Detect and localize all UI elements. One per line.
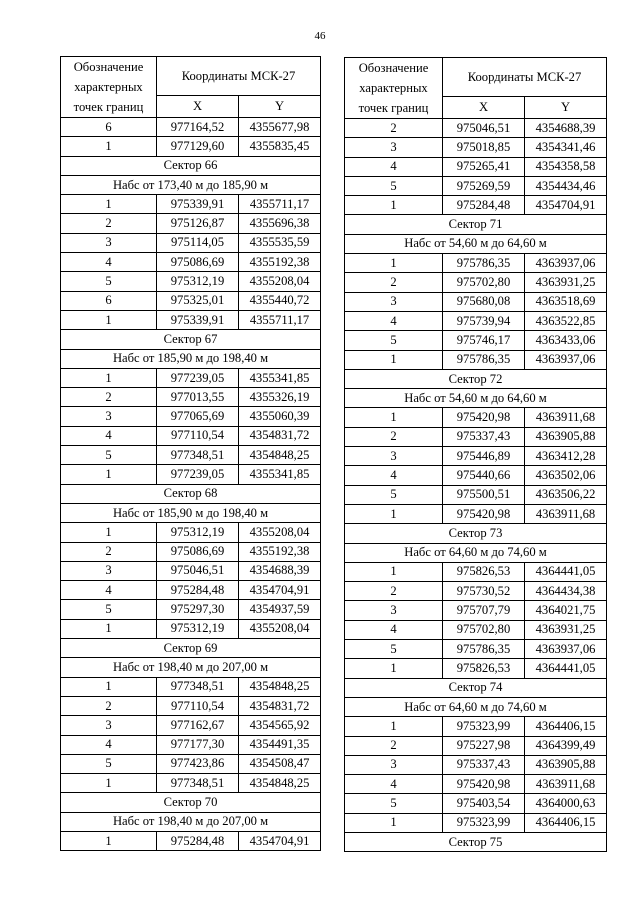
table-row bbox=[345, 273, 607, 292]
table-row bbox=[61, 600, 321, 619]
x-coordinate-cell: 975339,91 bbox=[157, 195, 239, 214]
y-coordinate-cell: 4354937,59 bbox=[239, 600, 321, 619]
point-number-cell: 4 bbox=[61, 426, 157, 445]
table-row bbox=[345, 119, 607, 138]
section-title: Нaбс от 173,40 м до 185,90 м bbox=[61, 175, 321, 194]
point-number-cell: 3 bbox=[345, 447, 443, 466]
table-row bbox=[61, 118, 321, 137]
table-row bbox=[61, 310, 321, 329]
point-number-cell: 4 bbox=[345, 157, 443, 176]
x-coordinate-cell: 975730,52 bbox=[443, 582, 525, 601]
point-number-cell: 2 bbox=[345, 273, 443, 292]
point-number-cell: 4 bbox=[345, 620, 443, 639]
point-number-cell: 4 bbox=[61, 735, 157, 754]
table-row bbox=[345, 350, 607, 369]
y-coordinate-cell: 4363522,85 bbox=[525, 311, 607, 330]
x-coordinate-cell: 977110,54 bbox=[157, 426, 239, 445]
point-label-header: Обозначение характерных точек границ bbox=[345, 58, 443, 119]
section-title: Сектор 71 bbox=[345, 215, 607, 234]
section-title-row bbox=[345, 832, 607, 851]
y-coordinate-cell: 4363905,88 bbox=[525, 427, 607, 446]
section-title-row bbox=[61, 156, 321, 175]
y-coordinate-cell: 4355208,04 bbox=[239, 619, 321, 638]
x-coordinate-cell: 975707,79 bbox=[443, 601, 525, 620]
coords-header: Координаты МСК-27 bbox=[157, 57, 321, 96]
section-title: Сектор 74 bbox=[345, 678, 607, 697]
table-row bbox=[61, 291, 321, 310]
y-coordinate-cell: 4355208,04 bbox=[239, 523, 321, 542]
point-number-cell: 5 bbox=[61, 272, 157, 291]
table-row bbox=[61, 677, 321, 696]
table-row bbox=[345, 311, 607, 330]
table-row bbox=[61, 774, 321, 793]
y-coordinate-cell: 4355208,04 bbox=[239, 272, 321, 291]
coords-header: Координаты МСК-27 bbox=[443, 58, 607, 97]
y-coordinate-cell: 4355440,72 bbox=[239, 291, 321, 310]
section-title: Сектор 66 bbox=[61, 156, 321, 175]
coordinates-table-right bbox=[344, 57, 607, 852]
y-coordinate-cell: 4364399,49 bbox=[525, 736, 607, 755]
y-coordinate-cell: 4355060,39 bbox=[239, 407, 321, 426]
y-coordinate-cell: 4354491,35 bbox=[239, 735, 321, 754]
x-coordinate-cell: 975440,66 bbox=[443, 466, 525, 485]
x-coordinate-cell: 975114,05 bbox=[157, 233, 239, 252]
table-row bbox=[345, 582, 607, 601]
point-number-cell: 3 bbox=[61, 716, 157, 735]
coordinates-table-left bbox=[60, 56, 321, 851]
section-title-row bbox=[61, 484, 321, 503]
table-row bbox=[61, 619, 321, 638]
x-coordinate-cell: 977348,51 bbox=[157, 774, 239, 793]
section-title: Нaбс от 64,60 м до 74,60 м bbox=[345, 543, 607, 562]
y-coordinate-cell: 4354434,46 bbox=[525, 176, 607, 195]
table-row bbox=[61, 735, 321, 754]
x-coordinate-cell: 975500,51 bbox=[443, 485, 525, 504]
y-coordinate-cell: 4355696,38 bbox=[239, 214, 321, 233]
table-row bbox=[345, 794, 607, 813]
x-coordinate-cell: 977239,05 bbox=[157, 368, 239, 387]
table-row bbox=[61, 561, 321, 580]
page-number: 46 bbox=[314, 30, 326, 42]
x-coordinate-cell: 975746,17 bbox=[443, 331, 525, 350]
table-row bbox=[61, 446, 321, 465]
x-coordinate-cell: 975680,08 bbox=[443, 292, 525, 311]
x-coordinate-cell: 975284,48 bbox=[443, 196, 525, 215]
section-title-row bbox=[61, 793, 321, 812]
y-coordinate-cell: 4364441,05 bbox=[525, 659, 607, 678]
section-title-row bbox=[345, 678, 607, 697]
x-coordinate-cell: 975403,54 bbox=[443, 794, 525, 813]
x-header: X bbox=[443, 96, 525, 118]
x-coordinate-cell: 975786,35 bbox=[443, 640, 525, 659]
x-coordinate-cell: 975339,91 bbox=[157, 310, 239, 329]
y-coordinate-cell: 4354358,58 bbox=[525, 157, 607, 176]
table-header bbox=[345, 58, 607, 119]
y-coordinate-cell: 4363937,06 bbox=[525, 254, 607, 273]
point-number-cell: 5 bbox=[61, 446, 157, 465]
point-number-cell: 3 bbox=[345, 292, 443, 311]
point-number-cell: 1 bbox=[61, 310, 157, 329]
y-coordinate-cell: 4364434,38 bbox=[525, 582, 607, 601]
y-coordinate-cell: 4354341,46 bbox=[525, 138, 607, 157]
y-coordinate-cell: 4355677,98 bbox=[239, 118, 321, 137]
x-coordinate-cell: 975323,99 bbox=[443, 813, 525, 832]
point-number-cell: 4 bbox=[61, 581, 157, 600]
table-row bbox=[61, 716, 321, 735]
section-title-row bbox=[61, 658, 321, 677]
point-number-cell: 4 bbox=[345, 311, 443, 330]
x-coordinate-cell: 975420,98 bbox=[443, 408, 525, 427]
section-title: Сектор 68 bbox=[61, 484, 321, 503]
table-row bbox=[345, 254, 607, 273]
section-title-row bbox=[345, 389, 607, 408]
point-number-cell: 1 bbox=[345, 350, 443, 369]
point-number-cell: 3 bbox=[61, 233, 157, 252]
point-number-cell: 5 bbox=[345, 640, 443, 659]
x-coordinate-cell: 975420,98 bbox=[443, 504, 525, 523]
point-number-cell: 6 bbox=[61, 291, 157, 310]
y-coordinate-cell: 4355341,85 bbox=[239, 368, 321, 387]
point-number-cell: 4 bbox=[345, 466, 443, 485]
point-number-cell: 3 bbox=[61, 561, 157, 580]
section-title: Сектор 67 bbox=[61, 330, 321, 349]
table-row bbox=[61, 368, 321, 387]
table-row bbox=[345, 447, 607, 466]
section-title-row bbox=[345, 697, 607, 716]
point-number-cell: 1 bbox=[61, 523, 157, 542]
point-label-header: Обозначение характерных точек границ bbox=[61, 57, 157, 118]
x-coordinate-cell: 977013,55 bbox=[157, 388, 239, 407]
x-coordinate-cell: 975786,35 bbox=[443, 254, 525, 273]
section-title: Нaбс от 54,60 м до 64,60 м bbox=[345, 389, 607, 408]
x-coordinate-cell: 975420,98 bbox=[443, 775, 525, 794]
x-coordinate-cell: 977239,05 bbox=[157, 465, 239, 484]
table-row bbox=[345, 813, 607, 832]
x-coordinate-cell: 975702,80 bbox=[443, 273, 525, 292]
y-coordinate-cell: 4354704,91 bbox=[239, 831, 321, 850]
x-coordinate-cell: 975702,80 bbox=[443, 620, 525, 639]
section-title: Сектор 75 bbox=[345, 832, 607, 851]
y-coordinate-cell: 4363905,88 bbox=[525, 755, 607, 774]
y-header: Y bbox=[525, 96, 607, 118]
y-coordinate-cell: 4364406,15 bbox=[525, 717, 607, 736]
y-coordinate-cell: 4354848,25 bbox=[239, 677, 321, 696]
table-row bbox=[61, 831, 321, 850]
section-title-row bbox=[61, 330, 321, 349]
point-number-cell: 4 bbox=[61, 253, 157, 272]
table-row bbox=[61, 233, 321, 252]
point-number-cell: 5 bbox=[345, 331, 443, 350]
point-number-cell: 5 bbox=[61, 600, 157, 619]
y-coordinate-cell: 4354831,72 bbox=[239, 426, 321, 445]
table-row bbox=[61, 426, 321, 445]
section-title-row bbox=[345, 524, 607, 543]
x-coordinate-cell: 975284,48 bbox=[157, 831, 239, 850]
y-coordinate-cell: 4363931,25 bbox=[525, 273, 607, 292]
y-coordinate-cell: 4363502,06 bbox=[525, 466, 607, 485]
point-number-cell: 2 bbox=[345, 119, 443, 138]
y-coordinate-cell: 4354848,25 bbox=[239, 446, 321, 465]
y-coordinate-cell: 4354704,91 bbox=[525, 196, 607, 215]
y-coordinate-cell: 4363937,06 bbox=[525, 640, 607, 659]
point-number-cell: 3 bbox=[345, 755, 443, 774]
y-coordinate-cell: 4354704,91 bbox=[239, 581, 321, 600]
table-row bbox=[61, 137, 321, 156]
y-coordinate-cell: 4355192,38 bbox=[239, 253, 321, 272]
section-title: Нaбс от 64,60 м до 74,60 м bbox=[345, 697, 607, 716]
point-number-cell: 3 bbox=[61, 407, 157, 426]
table-row bbox=[61, 523, 321, 542]
y-coordinate-cell: 4355341,85 bbox=[239, 465, 321, 484]
x-coordinate-cell: 977348,51 bbox=[157, 446, 239, 465]
table-row bbox=[345, 292, 607, 311]
x-coordinate-cell: 975337,43 bbox=[443, 427, 525, 446]
point-number-cell: 1 bbox=[345, 504, 443, 523]
point-number-cell: 1 bbox=[345, 562, 443, 581]
table-row bbox=[345, 408, 607, 427]
x-coordinate-cell: 975046,51 bbox=[443, 119, 525, 138]
x-coordinate-cell: 975086,69 bbox=[157, 253, 239, 272]
point-number-cell: 1 bbox=[345, 717, 443, 736]
table-row bbox=[61, 407, 321, 426]
y-coordinate-cell: 4355192,38 bbox=[239, 542, 321, 561]
point-number-cell: 5 bbox=[345, 176, 443, 195]
section-title: Нaбс от 185,90 м до 198,40 м bbox=[61, 503, 321, 522]
x-coordinate-cell: 975312,19 bbox=[157, 272, 239, 291]
y-coordinate-cell: 4354565,92 bbox=[239, 716, 321, 735]
x-coordinate-cell: 977065,69 bbox=[157, 407, 239, 426]
point-number-cell: 1 bbox=[61, 195, 157, 214]
x-coordinate-cell: 975826,53 bbox=[443, 562, 525, 581]
point-number-cell: 3 bbox=[345, 138, 443, 157]
table-row bbox=[61, 581, 321, 600]
table-row bbox=[61, 465, 321, 484]
point-number-cell: 1 bbox=[61, 368, 157, 387]
x-coordinate-cell: 977162,67 bbox=[157, 716, 239, 735]
table-row bbox=[61, 542, 321, 561]
point-number-cell: 6 bbox=[61, 118, 157, 137]
table-row bbox=[345, 466, 607, 485]
y-coordinate-cell: 4364441,05 bbox=[525, 562, 607, 581]
point-number-cell: 2 bbox=[61, 542, 157, 561]
x-coordinate-cell: 975126,87 bbox=[157, 214, 239, 233]
section-title-row bbox=[345, 369, 607, 388]
x-coordinate-cell: 975018,85 bbox=[443, 138, 525, 157]
point-number-cell: 5 bbox=[345, 485, 443, 504]
y-coordinate-cell: 4354831,72 bbox=[239, 696, 321, 715]
point-number-cell: 1 bbox=[345, 196, 443, 215]
section-title-row bbox=[345, 215, 607, 234]
point-number-cell: 2 bbox=[61, 388, 157, 407]
y-coordinate-cell: 4355711,17 bbox=[239, 310, 321, 329]
y-coordinate-cell: 4363937,06 bbox=[525, 350, 607, 369]
section-title: Сектор 70 bbox=[61, 793, 321, 812]
point-number-cell: 1 bbox=[61, 619, 157, 638]
table-row bbox=[345, 562, 607, 581]
x-coordinate-cell: 975284,48 bbox=[157, 581, 239, 600]
x-coordinate-cell: 975446,89 bbox=[443, 447, 525, 466]
x-coordinate-cell: 977177,30 bbox=[157, 735, 239, 754]
table-row bbox=[345, 620, 607, 639]
table-row bbox=[345, 640, 607, 659]
y-coordinate-cell: 4355535,59 bbox=[239, 233, 321, 252]
point-number-cell: 1 bbox=[345, 659, 443, 678]
point-number-cell: 1 bbox=[345, 254, 443, 273]
y-coordinate-cell: 4354688,39 bbox=[239, 561, 321, 580]
x-coordinate-cell: 975227,98 bbox=[443, 736, 525, 755]
y-coordinate-cell: 4364000,63 bbox=[525, 794, 607, 813]
y-coordinate-cell: 4363911,68 bbox=[525, 504, 607, 523]
y-coordinate-cell: 4364021,75 bbox=[525, 601, 607, 620]
table-row bbox=[61, 696, 321, 715]
section-title: Нaбс от 185,90 м до 198,40 м bbox=[61, 349, 321, 368]
y-coordinate-cell: 4354848,25 bbox=[239, 774, 321, 793]
section-title: Нaбс от 198,40 м до 207,00 м bbox=[61, 658, 321, 677]
point-number-cell: 1 bbox=[61, 465, 157, 484]
y-coordinate-cell: 4363911,68 bbox=[525, 408, 607, 427]
table-row bbox=[345, 659, 607, 678]
section-title: Нaбс от 54,60 м до 64,60 м bbox=[345, 234, 607, 253]
x-coordinate-cell: 975786,35 bbox=[443, 350, 525, 369]
table-row bbox=[345, 601, 607, 620]
table-row bbox=[61, 388, 321, 407]
x-coordinate-cell: 975086,69 bbox=[157, 542, 239, 561]
y-header: Y bbox=[239, 95, 321, 117]
section-title: Нaбс от 198,40 м до 207,00 м bbox=[61, 812, 321, 831]
table-row bbox=[345, 176, 607, 195]
x-header: X bbox=[157, 95, 239, 117]
y-coordinate-cell: 4363931,25 bbox=[525, 620, 607, 639]
x-coordinate-cell: 975046,51 bbox=[157, 561, 239, 580]
x-coordinate-cell: 975265,41 bbox=[443, 157, 525, 176]
table-row bbox=[61, 195, 321, 214]
section-title-row bbox=[61, 349, 321, 368]
table-row bbox=[61, 253, 321, 272]
section-title-row bbox=[345, 234, 607, 253]
point-number-cell: 5 bbox=[61, 754, 157, 773]
x-coordinate-cell: 975297,30 bbox=[157, 600, 239, 619]
point-number-cell: 2 bbox=[61, 214, 157, 233]
y-coordinate-cell: 4355326,19 bbox=[239, 388, 321, 407]
section-title-row bbox=[61, 812, 321, 831]
y-coordinate-cell: 4363518,69 bbox=[525, 292, 607, 311]
y-coordinate-cell: 4363506,22 bbox=[525, 485, 607, 504]
section-title: Сектор 73 bbox=[345, 524, 607, 543]
section-title: Сектор 72 bbox=[345, 369, 607, 388]
table-row bbox=[345, 485, 607, 504]
table-row bbox=[345, 736, 607, 755]
table-row bbox=[345, 755, 607, 774]
point-number-cell: 2 bbox=[345, 736, 443, 755]
section-title: Сектор 69 bbox=[61, 639, 321, 658]
point-number-cell: 2 bbox=[345, 582, 443, 601]
point-number-cell: 2 bbox=[345, 427, 443, 446]
point-number-cell: 1 bbox=[61, 774, 157, 793]
table-row bbox=[61, 754, 321, 773]
table-row bbox=[345, 331, 607, 350]
point-number-cell: 1 bbox=[345, 813, 443, 832]
y-coordinate-cell: 4364406,15 bbox=[525, 813, 607, 832]
point-number-cell: 1 bbox=[61, 137, 157, 156]
table-row bbox=[345, 504, 607, 523]
point-number-cell: 3 bbox=[345, 601, 443, 620]
section-title-row bbox=[61, 639, 321, 658]
y-coordinate-cell: 4363911,68 bbox=[525, 775, 607, 794]
x-coordinate-cell: 977423,86 bbox=[157, 754, 239, 773]
x-coordinate-cell: 975323,99 bbox=[443, 717, 525, 736]
table-row bbox=[345, 138, 607, 157]
y-coordinate-cell: 4363433,06 bbox=[525, 331, 607, 350]
point-number-cell: 5 bbox=[345, 794, 443, 813]
x-coordinate-cell: 977164,52 bbox=[157, 118, 239, 137]
section-title-row bbox=[61, 175, 321, 194]
y-coordinate-cell: 4354688,39 bbox=[525, 119, 607, 138]
x-coordinate-cell: 975337,43 bbox=[443, 755, 525, 774]
x-coordinate-cell: 977129,60 bbox=[157, 137, 239, 156]
x-coordinate-cell: 975739,94 bbox=[443, 311, 525, 330]
section-title-row bbox=[345, 543, 607, 562]
x-coordinate-cell: 975269,59 bbox=[443, 176, 525, 195]
table-row bbox=[345, 196, 607, 215]
x-coordinate-cell: 975312,19 bbox=[157, 523, 239, 542]
table-row bbox=[345, 775, 607, 794]
y-coordinate-cell: 4355835,45 bbox=[239, 137, 321, 156]
x-coordinate-cell: 977348,51 bbox=[157, 677, 239, 696]
x-coordinate-cell: 975312,19 bbox=[157, 619, 239, 638]
y-coordinate-cell: 4355711,17 bbox=[239, 195, 321, 214]
section-title-row bbox=[61, 503, 321, 522]
table-row bbox=[345, 427, 607, 446]
table-row bbox=[345, 717, 607, 736]
x-coordinate-cell: 977110,54 bbox=[157, 696, 239, 715]
x-coordinate-cell: 975826,53 bbox=[443, 659, 525, 678]
table-row bbox=[61, 214, 321, 233]
point-number-cell: 1 bbox=[345, 408, 443, 427]
point-number-cell: 1 bbox=[61, 677, 157, 696]
table-header bbox=[61, 57, 321, 118]
point-number-cell: 2 bbox=[61, 696, 157, 715]
y-coordinate-cell: 4354508,47 bbox=[239, 754, 321, 773]
point-number-cell: 4 bbox=[345, 775, 443, 794]
y-coordinate-cell: 4363412,28 bbox=[525, 447, 607, 466]
table-row bbox=[345, 157, 607, 176]
x-coordinate-cell: 975325,01 bbox=[157, 291, 239, 310]
table-row bbox=[61, 272, 321, 291]
point-number-cell: 1 bbox=[61, 831, 157, 850]
